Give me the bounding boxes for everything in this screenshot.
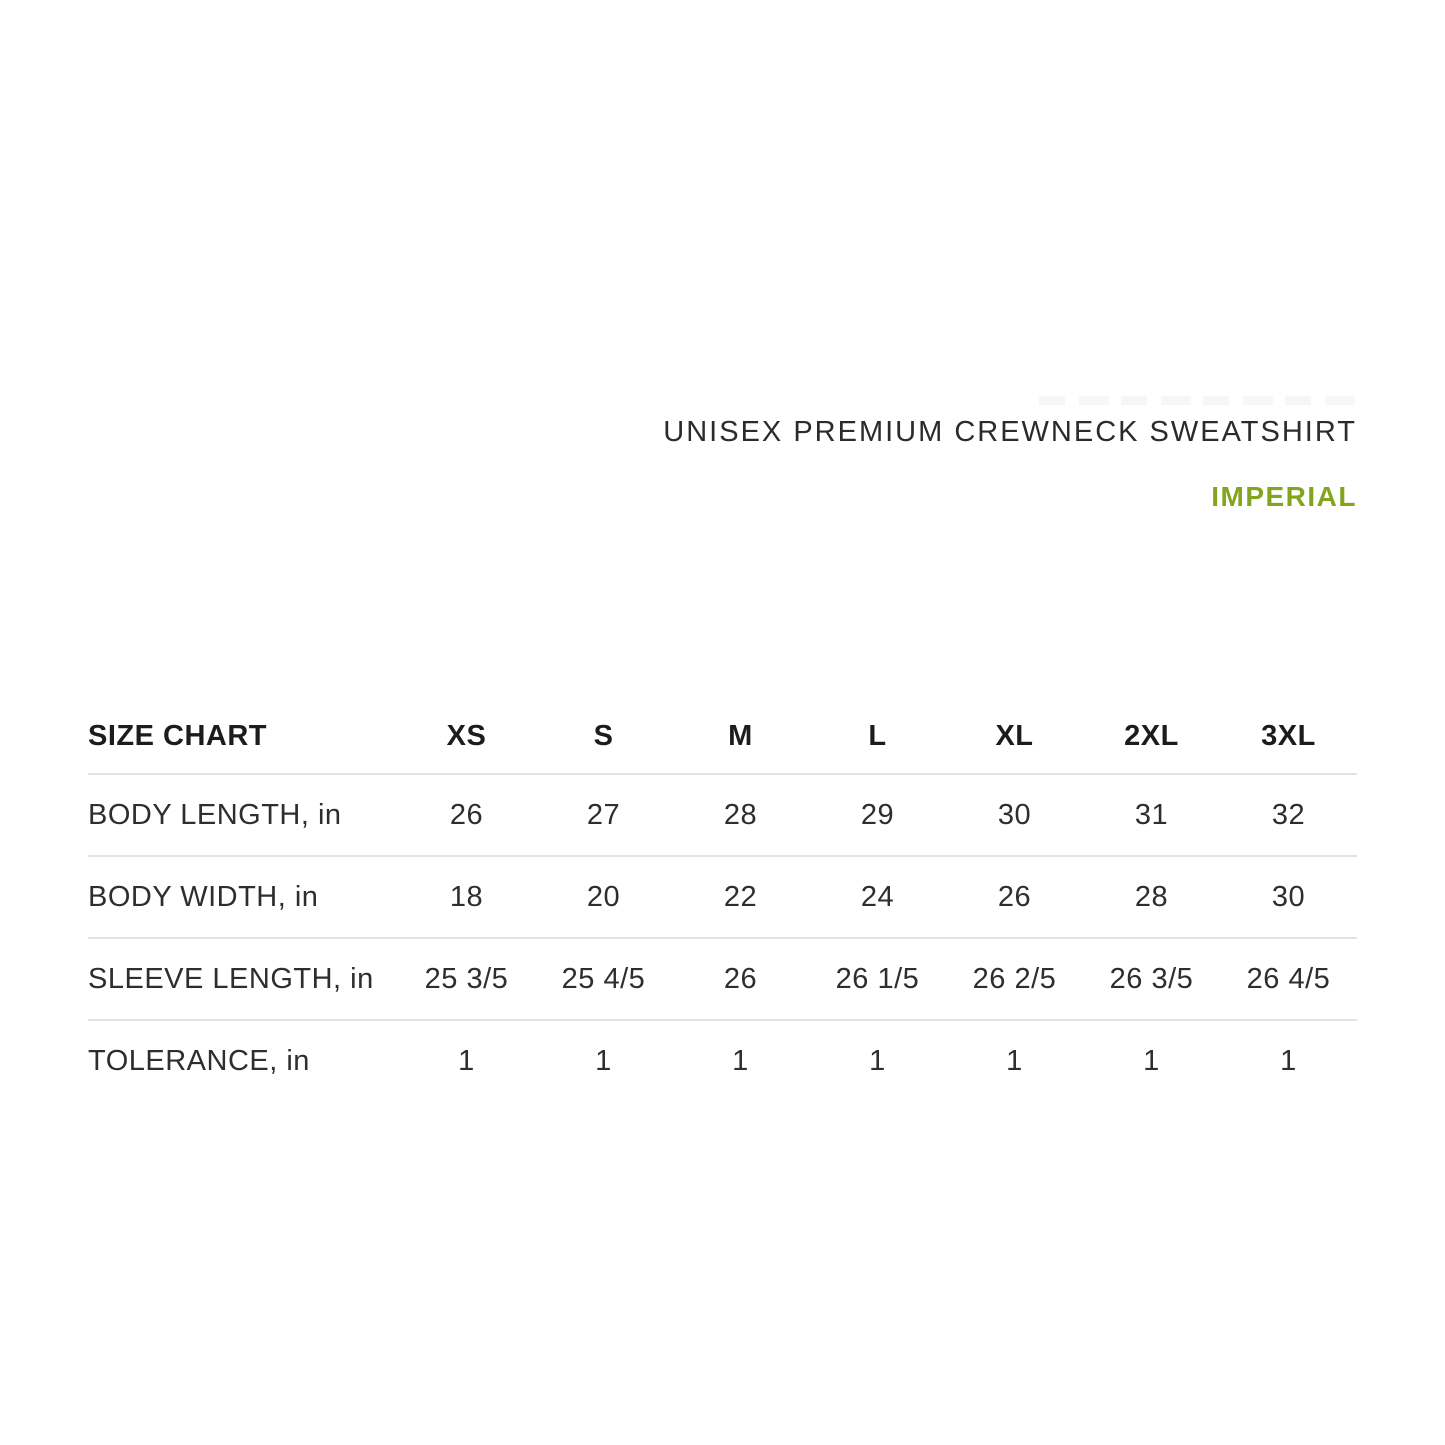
table-row-body-width xyxy=(88,856,1357,938)
table-cell: 18 xyxy=(398,856,535,938)
cropped-text-remnant xyxy=(1039,396,1357,405)
table-cell: 28 xyxy=(672,774,809,856)
size-column-header-s: S xyxy=(593,720,614,752)
size-column-header-2xl: 2XL xyxy=(1124,720,1179,752)
table-cell: 1 xyxy=(672,1020,809,1101)
table-cell: 26 xyxy=(946,856,1083,938)
table-cell: 20 xyxy=(535,856,672,938)
table-cell: 1 xyxy=(535,1020,672,1101)
size-column-header-xl: XL xyxy=(995,720,1034,752)
size-column-header-xs: XS xyxy=(446,720,487,752)
row-label: BODY WIDTH, in xyxy=(88,856,398,938)
table-row-sleeve-length xyxy=(88,938,1357,1020)
table-cell: 24 xyxy=(809,856,946,938)
table-row-body-length xyxy=(88,774,1357,856)
table-cell: 22 xyxy=(672,856,809,938)
table-cell: 29 xyxy=(809,774,946,856)
table-cell: 26 xyxy=(398,774,535,856)
table-cell: 25 3/5 xyxy=(398,938,535,1020)
table-cell: 25 4/5 xyxy=(535,938,672,1020)
table-cell: 1 xyxy=(809,1020,946,1101)
size-column-header-3xl: 3XL xyxy=(1261,720,1316,752)
table-cell: 1 xyxy=(1083,1020,1220,1101)
table-cell: 1 xyxy=(946,1020,1083,1101)
size-chart-table xyxy=(88,700,1357,1101)
table-cell: 32 xyxy=(1220,774,1357,856)
table-cell: 30 xyxy=(946,774,1083,856)
row-label: SLEEVE LENGTH, in xyxy=(88,938,398,1020)
unit-system-label: IMPERIAL xyxy=(1211,481,1357,512)
table-cell: 27 xyxy=(535,774,672,856)
table-cell: 26 4/5 xyxy=(1220,938,1357,1020)
table-cell: 26 1/5 xyxy=(809,938,946,1020)
table-cell: 30 xyxy=(1220,856,1357,938)
header-block xyxy=(663,396,1357,512)
table-row-tolerance xyxy=(88,1020,1357,1101)
table-cell: 28 xyxy=(1083,856,1220,938)
product-title: UNISEX PREMIUM CREWNECK SWEATSHIRT xyxy=(663,416,1357,448)
table-cell: 26 3/5 xyxy=(1083,938,1220,1020)
table-cell: 26 xyxy=(672,938,809,1020)
table-cell: 1 xyxy=(398,1020,535,1101)
row-label: BODY LENGTH, in xyxy=(88,774,398,856)
size-column-header-l: L xyxy=(868,720,887,752)
size-chart-corner-label: SIZE CHART xyxy=(88,720,267,752)
size-column-header-m: M xyxy=(728,720,753,752)
table-cell: 31 xyxy=(1083,774,1220,856)
table-cell: 26 2/5 xyxy=(946,938,1083,1020)
row-label: TOLERANCE, in xyxy=(88,1020,398,1101)
size-chart-header-row xyxy=(88,700,1357,774)
size-chart-table-container xyxy=(88,700,1357,1101)
table-cell: 1 xyxy=(1220,1020,1357,1101)
